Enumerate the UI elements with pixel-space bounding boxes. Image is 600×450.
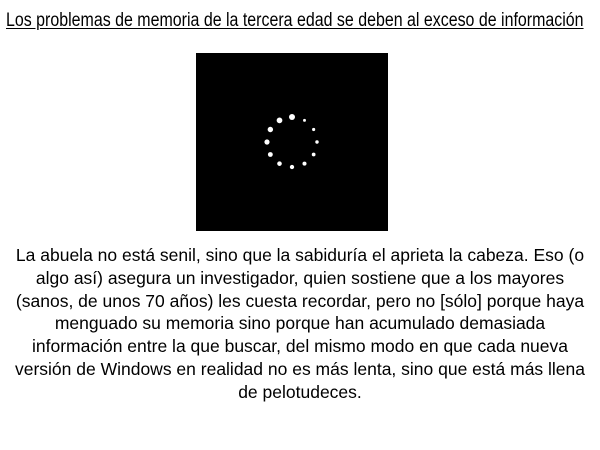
spinner-dot — [312, 128, 315, 131]
spinner-dot — [315, 140, 318, 143]
spinner-dot — [277, 117, 283, 123]
spinner-dot — [290, 165, 294, 169]
headline: Los problemas de memoria de la tercera edad se deben al exceso de información — [6, 10, 584, 31]
spinner-dot — [312, 153, 316, 157]
loading-spinner-icon — [196, 53, 388, 231]
spinner-dot — [277, 161, 282, 166]
spinner-dot — [302, 162, 306, 166]
article-paragraph: La abuela no está senil, sino que la sabiduría el aprieta la cabeza. Eso (o algo así) asegura un investigador, quien sostiene que a los mayores (sanos, de unos 70 años) les cuesta recordar, pero no [sólo] porque haya menguado su memoria sino porque han acumulado demasiada información entre la que buscar, del mismo modo en que cada nueva versión de Windows en realidad no es más lenta, sino que está más llena de pelotudeces. — [14, 245, 586, 402]
spinner-dot — [289, 114, 295, 120]
spinner-dot — [264, 139, 269, 144]
loading-image — [196, 53, 388, 231]
spinner-dot — [268, 127, 273, 132]
spinner-dot — [268, 152, 273, 157]
spinner-dot — [303, 119, 306, 122]
